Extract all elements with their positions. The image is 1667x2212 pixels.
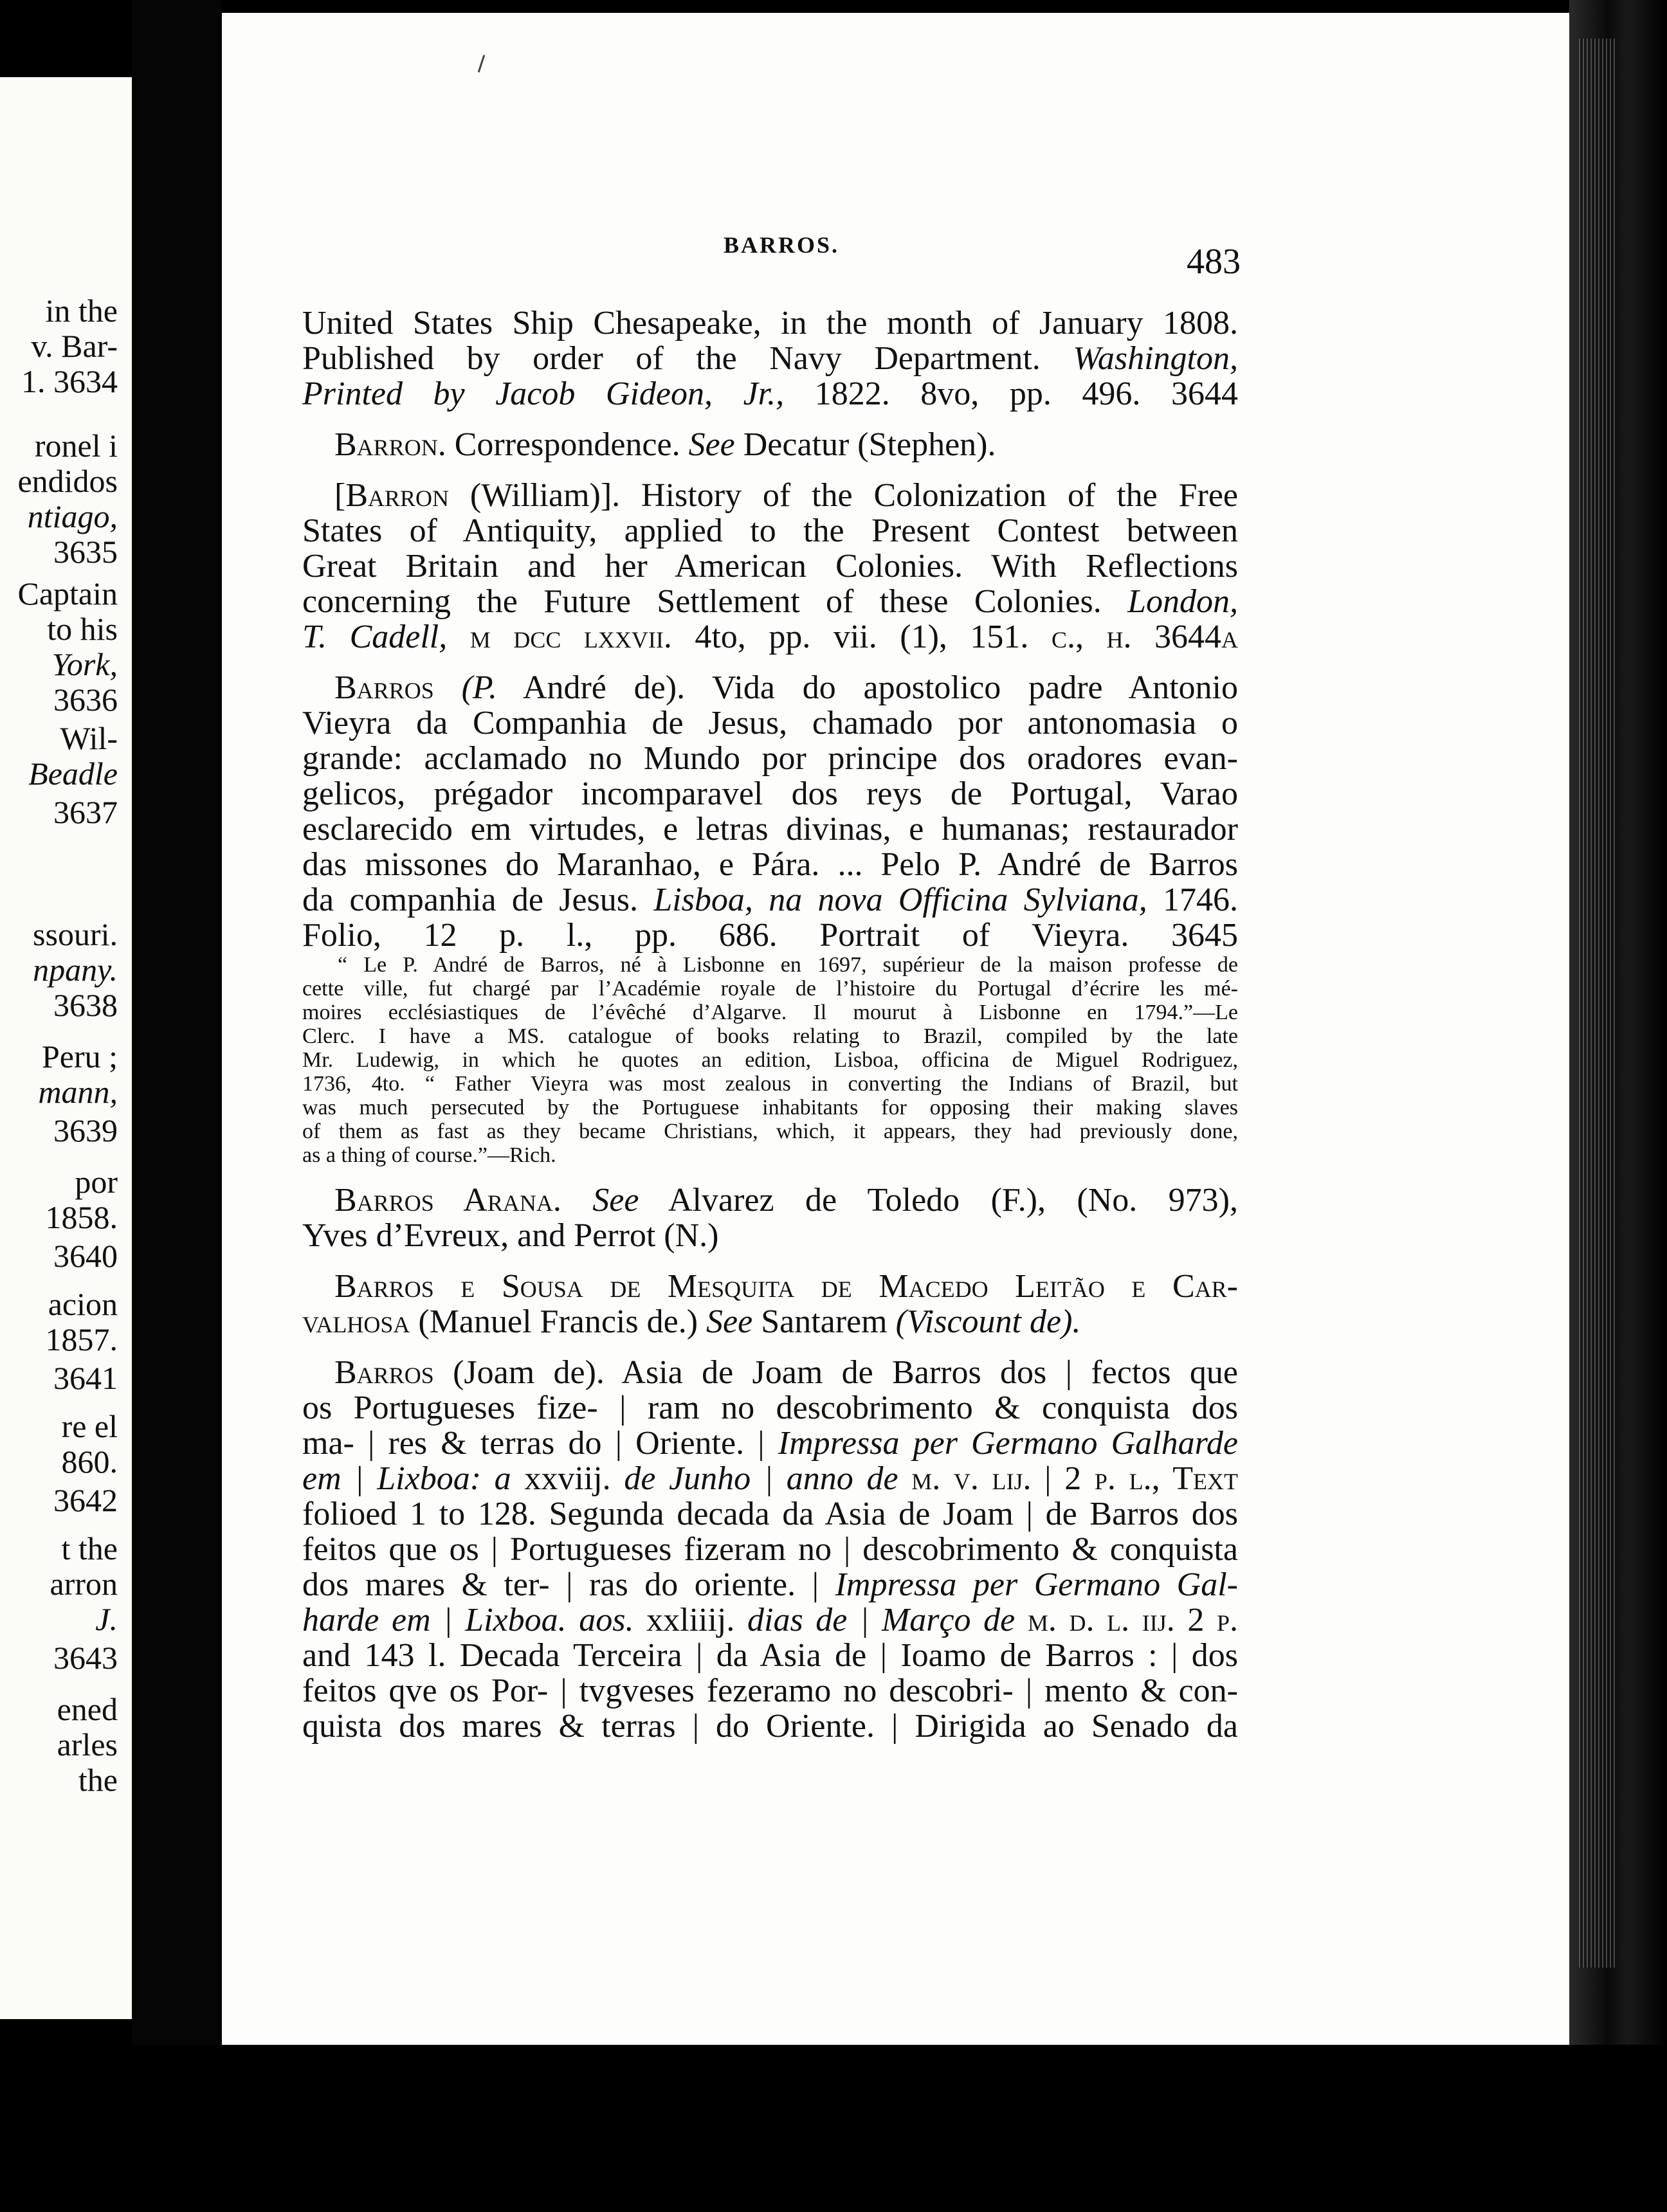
entry-3645-note-line: as a thing of course.”—Rich.: [302, 1143, 556, 1167]
left-fragment: 1857.: [45, 1321, 118, 1357]
left-fragment: 3641: [53, 1360, 118, 1396]
left-fragment: endidos: [17, 463, 118, 499]
left-fragment: por: [75, 1164, 118, 1200]
entry-joam-line: and 143 l. Decada Terceira | da Asia de | Ioamo de Barros : | dos: [302, 1637, 1238, 1674]
running-head: BARROS.: [724, 232, 840, 258]
entry-3645-line: Barros (P. André de). Vida do apostolico padre Antonio: [334, 669, 1238, 706]
entry-3645-line: Vieyra da Companhia de Jesus, chamado por antonomasia o: [302, 705, 1238, 741]
left-page-edge: [0, 77, 132, 2019]
left-fragment: Beadle: [28, 756, 118, 792]
entry-3645-note-line: moires ecclésiastiques de l’évêché d’Algarve. Il mourut à Lisbonne en 1794.”—Le: [302, 1001, 1238, 1024]
left-fragment: ntiago,: [27, 498, 118, 534]
page-stack-lines: [1579, 39, 1617, 1968]
left-fragment: Peru ;: [41, 1038, 118, 1074]
entry-joam-line: Barros (Joam de). Asia de Joam de Barros dos | fectos que: [334, 1354, 1238, 1391]
entry-3644a-line: T. Cadell, m dcc lxxvii. 4to, pp. vii. (1), 151. c., h. 3644a: [302, 619, 1239, 655]
book-gutter: [132, 0, 222, 2212]
entry-joam-line: ma- | res & terras do | Oriente. | Impressa per Germano Galharde: [302, 1425, 1238, 1462]
left-fragment: 3636: [53, 682, 118, 718]
entry-joam-line: feitos qve os Por- | tvgveses fezeramo no descobri- | mento & con-: [302, 1673, 1238, 1709]
left-fragment: ened: [57, 1691, 118, 1727]
entry-barron: Barron. Correspondence. See Decatur (Stephen).: [334, 426, 996, 463]
left-fragment: 1. 3634: [21, 363, 118, 399]
entry-3644a-line: [Barron (William)]. History of the Colonization of the Free: [334, 477, 1238, 514]
entry-3645-note-line: Mr. Ludewig, in which he quotes an edition, Lisboa, officina de Miguel Rodriguez,: [302, 1048, 1238, 1072]
left-fragment: 3643: [53, 1640, 118, 1676]
scan-background: [0, 2045, 1667, 2212]
left-fragment: npany.: [33, 952, 118, 988]
left-fragment: ssouri.: [33, 916, 118, 952]
left-fragment: J.: [95, 1601, 118, 1637]
left-fragment: Wil-: [60, 720, 118, 756]
entry-joam-line: em | Lixboa: a xxviij. de Junho | anno de m. v. lij. | 2 p. l., Text: [302, 1460, 1239, 1497]
entry-3644-line: Printed by Jacob Gideon, Jr., 1822. 8vo, pp. 496. 3644: [302, 376, 1239, 412]
left-fragment: acion: [48, 1286, 118, 1322]
left-fragment: the: [78, 1762, 118, 1798]
entry-3644a-line: Great Britain and her American Colonies. With Reflections: [302, 548, 1238, 585]
left-fragment: arles: [57, 1727, 118, 1763]
left-fragment: 3637: [53, 794, 118, 830]
left-fragment: re el: [61, 1408, 118, 1444]
entry-3644a-line: concerning the Future Settlement of these Colonies. London,: [302, 583, 1239, 620]
left-fragment: in the: [45, 293, 118, 329]
entry-3645-line: esclarecido em virtudes, e letras divinas, e humanas; restaurador: [302, 811, 1238, 848]
entry-3645-line: Folio, 12 p. l., pp. 686. Portrait of Vieyra. 3645: [302, 917, 1238, 954]
entry-3645-note-line: 1736, 4to. “ Father Vieyra was most zealous in converting the Indians of Brazil, but: [302, 1072, 1238, 1096]
left-fragment: v. Bar-: [31, 328, 118, 364]
entry-3644-line: United States Ship Chesapeake, in the month of January 1808.: [302, 305, 1238, 341]
left-fragment: York,: [51, 646, 118, 682]
left-fragment: Captain: [17, 576, 118, 612]
left-fragment: 860.: [61, 1444, 118, 1480]
entry-joam-line: dos mares & ter- | ras do oriente. | Impressa per Germano Gal-: [302, 1566, 1238, 1603]
entry-joam-line: feitos que os | Portugueses fizeram no | descobrimento & conquista: [302, 1531, 1238, 1568]
entry-3644a-line: States of Antiquity, applied to the Present Contest between: [302, 512, 1238, 549]
entry-3645-note-line: Clerc. I have a MS. catalogue of books relating to Brazil, compiled by the late: [302, 1024, 1238, 1048]
entry-barros-arana-line: Barros Arana. See Alvarez de Toledo (F.), (No. 973),: [334, 1182, 1238, 1219]
entry-3645-note-line: “ Le P. André de Barros, né à Lisbonne en 1697, supérieur de la maison professe de: [338, 953, 1238, 977]
left-fragment: mann,: [38, 1074, 118, 1110]
left-fragment: ronel i: [34, 428, 118, 464]
entry-barros-sousa-line: Barros e Sousa de Mesquita de Macedo Leitão e Car-: [334, 1268, 1238, 1305]
entry-joam-line: harde em | Lixboa. aos. xxliiij. dias de | Março de m. d. l. iij. 2 p.: [302, 1602, 1239, 1638]
left-fragment: to his: [47, 611, 118, 647]
entry-joam-line: folioed 1 to 128. Segunda decada da Asia de Joam | de Barros dos: [302, 1496, 1238, 1532]
entry-3645-note-line: cette ville, fut chargé par l’Académie royale de l’histoire du Portugal d’écrire les mé-: [302, 977, 1238, 1001]
left-fragment: 3635: [53, 534, 118, 570]
entry-3645-note-line: of them as fast as they became Christians, which, it appears, they had previously done,: [302, 1120, 1238, 1143]
entry-barros-sousa-line: valhosa (Manuel Francis de.) See Santarem (Viscount de).: [302, 1303, 1081, 1340]
left-fragment: 3640: [53, 1238, 118, 1274]
left-fragment: arron: [50, 1566, 118, 1602]
entry-3645-note-line: was much persecuted by the Portuguese inhabitants for opposing their making slaves: [302, 1096, 1238, 1120]
left-fragment: 3638: [53, 987, 118, 1023]
left-fragment: 3639: [53, 1112, 118, 1148]
left-fragment: 1858.: [45, 1199, 118, 1235]
left-fragment: t the: [61, 1530, 118, 1566]
left-fragment: 3642: [53, 1482, 118, 1518]
entry-joam-line: os Portugueses fize- | ram no descobrimento & conquista dos: [302, 1390, 1238, 1426]
entry-barros-arana-line: Yves d’Evreux, and Perrot (N.): [302, 1217, 719, 1254]
entry-3645-line: grande: acclamado no Mundo por principe dos oradores evan-: [302, 740, 1238, 777]
entry-3644-line: Published by order of the Navy Department. Washington,: [302, 340, 1239, 377]
entry-3645-line: das missones do Maranhao, e Pára. ... Pelo P. André de Barros: [302, 846, 1238, 883]
entry-3645-line: gelicos, prégador incomparavel dos reys de Portugal, Varao: [302, 775, 1238, 812]
page-number: 483: [1187, 242, 1241, 282]
text-column: [302, 305, 1238, 1744]
entry-joam-line: quista dos mares & terras | do Oriente. | Dirigida ao Senado da: [302, 1708, 1238, 1745]
entry-3645-line: da companhia de Jesus. Lisboa, na nova Officina Sylviana, 1746.: [302, 882, 1239, 918]
